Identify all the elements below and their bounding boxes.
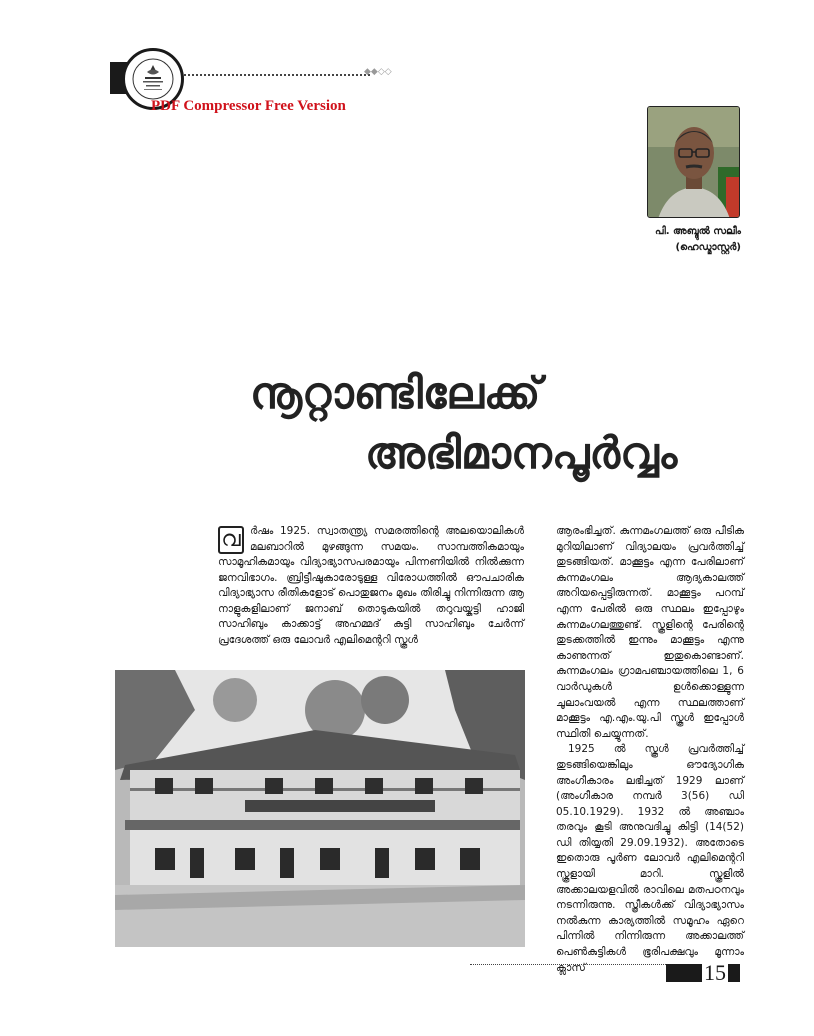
author-caption bbox=[655, 224, 741, 256]
school-logo bbox=[110, 48, 184, 98]
article-title-line-1: നൂറ്റാണ്ടിലേക്ക് bbox=[250, 368, 541, 419]
footer-dotted-rule bbox=[470, 964, 666, 965]
article-column-left bbox=[218, 524, 524, 648]
page-number: 15 bbox=[704, 960, 726, 985]
footer-black-block bbox=[666, 964, 702, 982]
author-photo bbox=[647, 106, 740, 218]
article-paragraph-2: 1925 ൽ സ്കൂൾ പ്രവർത്തിച്ച് തുടങ്ങിയെങ്കിലും ഔദ്യോഗിക അംഗീകാരം ലഭിച്ചത് 1929 ലാണ് (അംഗീകാര നമ്പർ 3(56) ഡി 05.10.1929). 1932 ൽ അഞ്ചാം തരവും കൂടി അനുവദിച്ചു കിട്ടി (14(52) ഡി തിയ്യതി 29.09.1932). അതോടെ ഇതൊരു പൂർണ ലോവർ എലിമെന്ററി സ്കൂളായി മാറി. സ്കൂളിൽ അക്കാലയളവിൽ രാവിലെ മതപഠനവും നടന്നിരുന്നു. സ്ത്രീകൾക്ക് വിദ്യാഭ്യാസം നൽകുന്ന കാര്യത്തിൽ സമൂഹം ഏറെ പിന്നിൽ നിന്നിരുന്ന അക്കാലത്ത് പെൺകുട്ടികൾ ഭൂരിപക്ഷവും മൂന്നാം ക്ലാസ് bbox=[556, 743, 744, 974]
author-name: പി. അബ്ദുൽ സലീം bbox=[655, 226, 741, 237]
article-title-line-2: അഭിമാനപൂർവ്വം bbox=[365, 428, 678, 479]
header-dotted-rule bbox=[184, 74, 370, 76]
article-paragraph-intro: ർഷം 1925. സ്വാതന്ത്ര്യ സമരത്തിന്റെ അലയൊലികൾ മലബാറിൽ മുഴങ്ങുന്ന സമയം. സാമ്പത്തികമായും സാമൂഹികമായും വിദ്യാഭ്യാസപരമായും പിന്നണിയിൽ നിൽക്കുന്ന ജനവിഭാഗം. ബ്രിട്ടീഷുകാരോടുള്ള വിരോധത്തിൽ ഔപചാരിക വിദ്യാഭ്യാസ രീതികളോട് പൊതുജനം മുഖം തിരിച്ചു നിന്നിരുന്ന ആ നാളുകളിലാണ് ജനാബ് തൊടുകയിൽ തറുവയ്കുട്ടി ഹാജി സാഹിബും കാക്കാട്ട് അഹമ്മദ് കുട്ടി സാഹിബും ചേർന്ന് പ്രദേശത്ത് ഒരു ലോവർ എലിമെന്ററി സ്കൂൾ bbox=[218, 525, 524, 646]
author-role: (ഹെഡ്മാസ്റ്റർ) bbox=[675, 242, 741, 253]
article-column-right bbox=[556, 524, 744, 976]
header-diamond-ornament: ◆◆◇◇ bbox=[364, 67, 392, 77]
school-building-photo bbox=[115, 670, 525, 947]
drop-cap: വ bbox=[218, 526, 244, 554]
article-paragraph-1: ആരംഭിച്ചത്. കുന്നമംഗലത്ത് ഒരു പീടിക മുറിയിലാണ് വിദ്യാലയം പ്രവർത്തിച്ച് തുടങ്ങിയത്. മാക്കൂട്ടം എന്ന പേരിലാണ് കുന്നമംഗലം ആദ്യകാലത്ത് അറിയപ്പെട്ടിരുന്നത്. മാക്കൂട്ടം പറമ്പ് എന്ന പേരിൽ ഒരു സ്ഥലം ഇപ്പോഴും കുന്നമംഗലത്തുണ്ട്. സ്കൂളിന്റെ പേരിന്റെ തുടക്കത്തിൽ ഇന്നും മാക്കൂട്ടം എന്നു കാണുന്നത് ഇതുകൊണ്ടാണ്. കുന്നമംഗലം ഗ്രാമപഞ്ചായത്തിലെ 1, 6 വാർഡുകൾ ഉൾക്കൊള്ളുന്ന ചൂലാംവയൽ എന്ന സ്ഥലത്താണ് മാക്കൂട്ടം എ.എം.യു.പി സ്കൂൾ ഇപ്പോൾ സ്ഥിതി ചെയ്യുന്നത്. bbox=[556, 525, 744, 740]
lamp-emblem-icon bbox=[131, 57, 175, 101]
footer-black-block-small bbox=[728, 964, 740, 982]
watermark-text: PDF Compressor Free Version bbox=[151, 98, 346, 114]
